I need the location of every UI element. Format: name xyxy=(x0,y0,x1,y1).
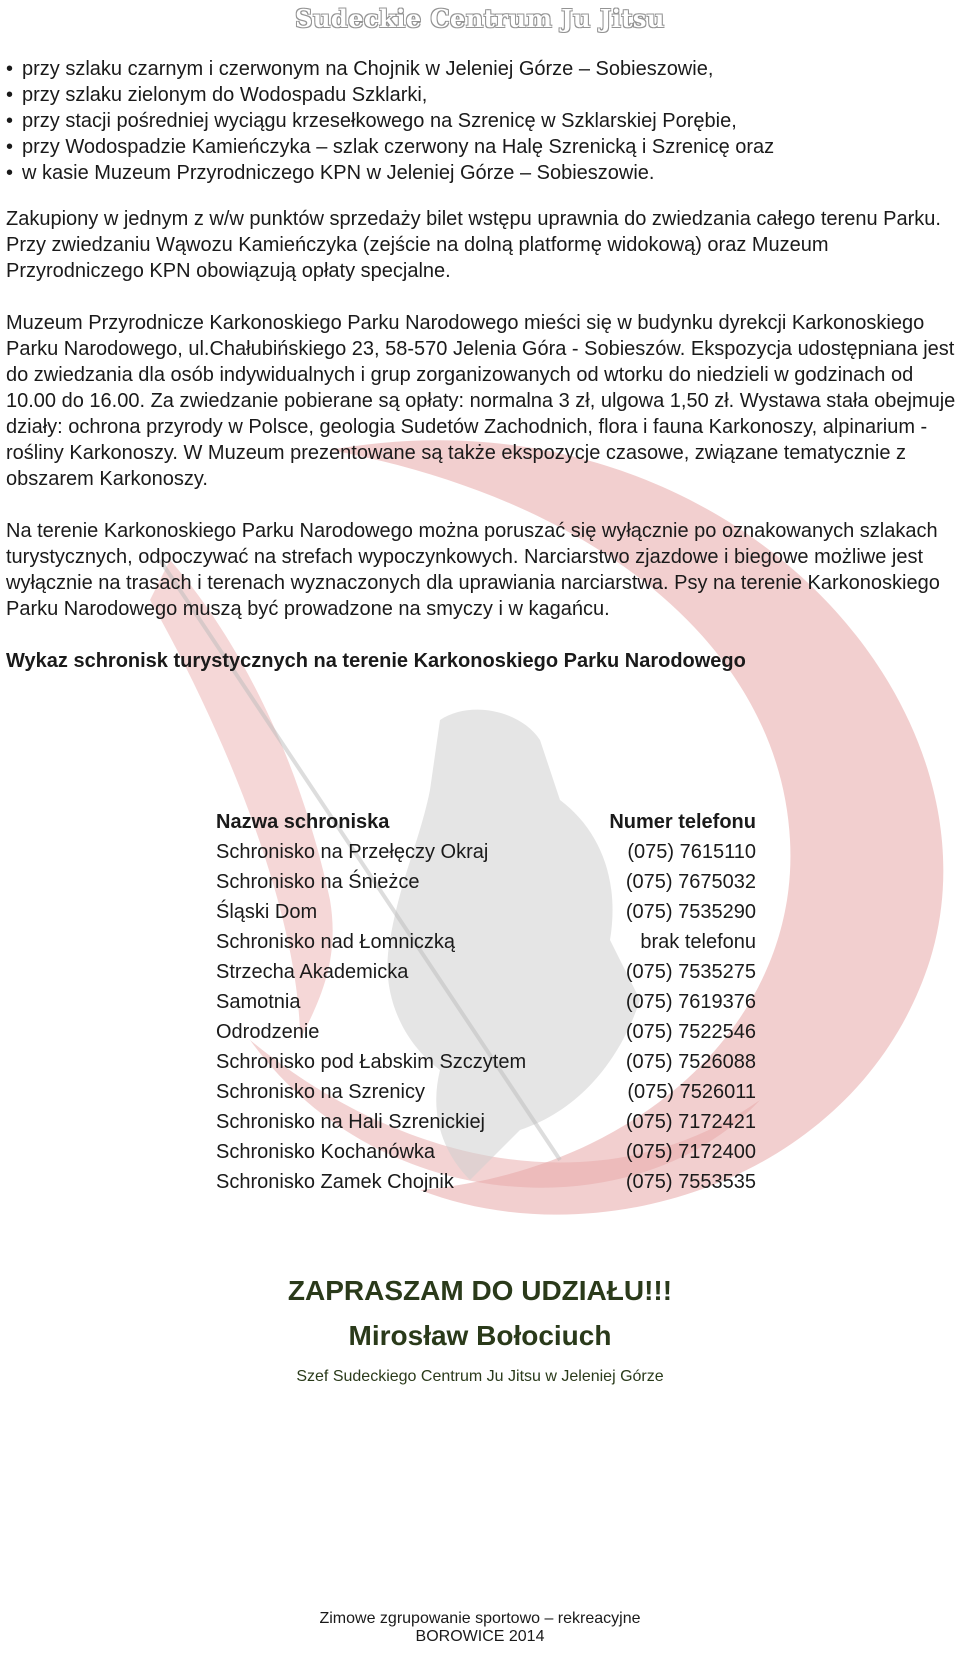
shelter-name: Samotnia xyxy=(216,991,301,1013)
tickets-paragraph: Zakupiony w jednym z w/w punktów sprzedaży bilet wstępu uprawnia do zwiedzania całego terenu Parku. Przy zwiedzaniu Wąwozu Kamieńczyka (zejście na dolną platformę widokową) oraz Muzeum Przyrodniczego KPN obowiązują opłaty specjalne. xyxy=(6,208,941,282)
shelter-name: Schronisko na Hali Szrenickiej xyxy=(216,1111,486,1133)
shelter-name: Śląski Dom xyxy=(216,901,318,923)
shelter-phone: (075) 7535290 xyxy=(625,901,756,923)
list-item: • w kasie Muzeum Przyrodniczego KPN w Jeleniej Górze – Sobieszowie. xyxy=(6,160,956,186)
shelter-phone: brak telefonu xyxy=(640,931,756,953)
shelter-name: Schronisko na Szrenicy xyxy=(216,1081,425,1103)
shelter-name: Schronisko Kochanówka xyxy=(216,1141,436,1163)
table-row xyxy=(216,1017,756,1047)
footer-line-event: Zimowe zgrupowanie sportowo – rekreacyjne xyxy=(319,1610,641,1627)
shelters-table xyxy=(216,807,756,1197)
shelter-name: Schronisko Zamek Chojnik xyxy=(216,1171,454,1193)
shelter-name: Schronisko nad Łomniczką xyxy=(216,931,456,953)
table-row xyxy=(216,1047,756,1077)
shelter-phone: (075) 7172400 xyxy=(625,1141,756,1163)
table-row xyxy=(216,867,756,897)
shelter-phone: (075) 7553535 xyxy=(625,1171,756,1193)
column-header-phone: Numer telefonu xyxy=(609,811,756,833)
shelter-phone: (075) 7172421 xyxy=(625,1111,756,1133)
list-item: • przy Wodospadzie Kamieńczyka – szlak czerwony na Halę Szrenicką i Szrenicę oraz xyxy=(6,134,956,160)
table-row xyxy=(216,837,756,867)
table-row xyxy=(216,987,756,1017)
museum-paragraph: Muzeum Przyrodnicze Karkonoskiego Parku Narodowego mieści się w budynku dyrekcji Karkonoskiego Parku Narodowego, ul.Chałubińskiego 23, 58-570 Jelenia Góra - Sobieszów. Ekspozycja udostępniana jest do zwiedzania dla osób indywidualnych i grup zorganizowanych od wtorku do niedzieli w godzinach od 10.00 do 16.00. Za zwiedzanie pobierane są opłaty: normalna 3 zł, ulgowa 1,50 zł. Wystawa stała obejmuje działy: ochrona przyrody w Polsce, geologia Sudetów Zachodnich, flora i fauna Karkonoszy, alpinarium - rośliny Karkonoszy. W Muzeum prezentowane są także ekspozycje czasowe, związane tematycznie z obszarem Karkonoszy. xyxy=(6,312,956,490)
shelters-list-title: Wykaz schronisk turystycznych na terenie Karkonoskiego Parku Narodowego xyxy=(6,650,746,672)
table-row xyxy=(216,1107,756,1137)
shelter-phone: (075) 7522546 xyxy=(625,1021,756,1043)
shelter-phone: (075) 7615110 xyxy=(627,841,756,863)
shelter-name: Schronisko na Przełęczy Okraj xyxy=(216,841,489,863)
table-row xyxy=(216,1137,756,1167)
signature-role: Szef Sudeckiego Centrum Ju Jitsu w Jeleniej Górze xyxy=(296,1368,664,1385)
table-header-row xyxy=(216,807,756,837)
table-row xyxy=(216,957,756,987)
shelter-name: Schronisko na Śnieżce xyxy=(216,871,420,893)
table-row xyxy=(216,897,756,927)
column-header-name: Nazwa schroniska xyxy=(216,811,390,833)
shelter-phone: (075) 7526088 xyxy=(625,1051,756,1073)
shelter-phone: (075) 7619376 xyxy=(625,991,756,1013)
page-footer xyxy=(0,1610,960,1646)
list-item: • przy szlaku zielonym do Wodospadu Szklarki, xyxy=(6,82,956,108)
shelter-name: Odrodzenie xyxy=(216,1021,320,1043)
footer-line-location: BOROWICE 2014 xyxy=(415,1628,545,1645)
ticket-points-list xyxy=(6,56,956,186)
main-content xyxy=(6,56,956,674)
table-row xyxy=(216,927,756,957)
shelter-phone: (075) 7675032 xyxy=(625,871,756,893)
shelter-phone: (075) 7526011 xyxy=(627,1081,756,1103)
list-item: • przy szlaku czarnym i czerwonym na Chojnik w Jeleniej Górze – Sobieszowie, xyxy=(6,56,956,82)
park-rules-paragraph: Na terenie Karkonoskiego Parku Narodowego można poruszać się wyłącznie po oznakowanych szlakach turystycznych, odpoczywać na strefach wypoczynkowych. Narciarstwo zjazdowe i biegowe możliwe jest wyłącznie na trasach i terenach wyznaczonych dla uprawiania narciarstwa. Psy na terenie Karkonoskiego Parku Narodowego muszą być prowadzone na smyczy i w kagańcu. xyxy=(6,520,940,620)
signature-name: Mirosław Bołociuch xyxy=(348,1320,612,1351)
table-row xyxy=(216,1077,756,1107)
header-logo-text: Sudeckie Centrum Ju Jitsu xyxy=(295,4,665,33)
invitation-heading: ZAPRASZAM DO UDZIAŁU!!! xyxy=(287,1275,673,1306)
list-item: • przy stacji pośredniej wyciągu krzesełkowego na Szrenicę w Szklarskiej Porębie, xyxy=(6,108,956,134)
shelter-name: Strzecha Akademicka xyxy=(216,961,409,983)
shelter-name: Schronisko pod Łabskim Szczytem xyxy=(216,1051,527,1073)
shelter-phone: (075) 7535275 xyxy=(625,961,756,983)
table-row xyxy=(216,1167,756,1197)
